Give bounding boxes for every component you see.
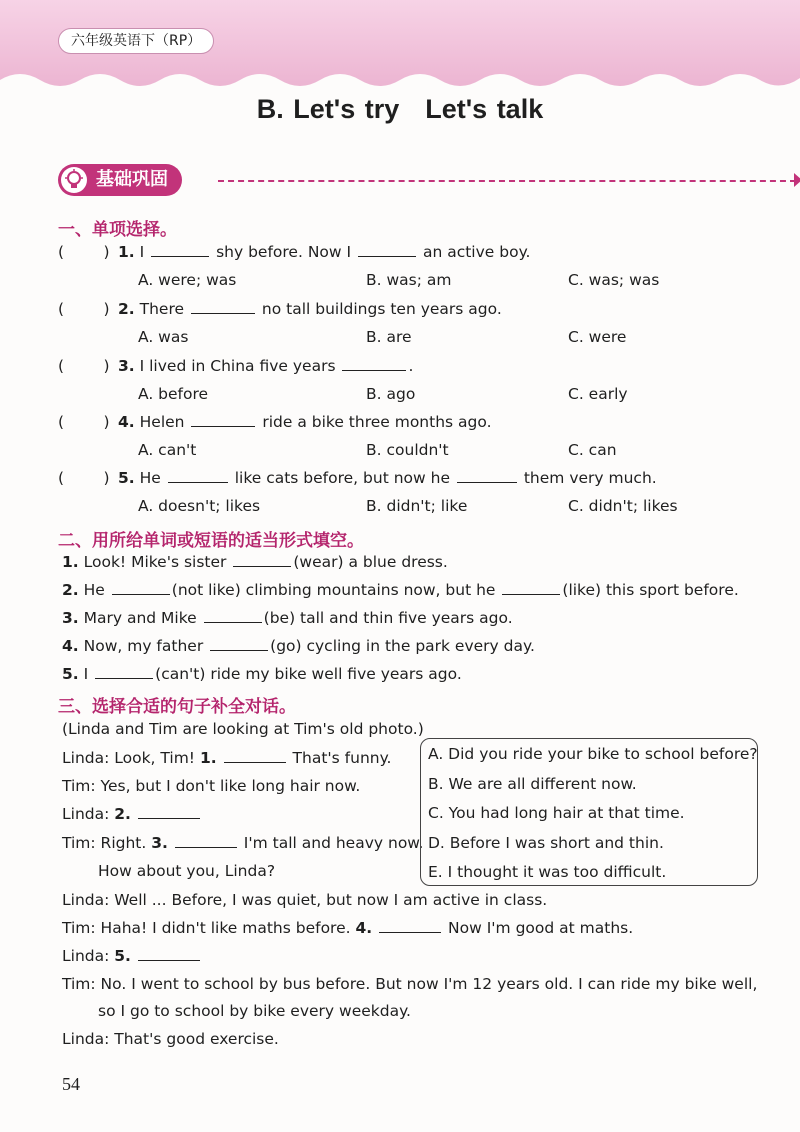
question-number: 5. <box>118 469 135 487</box>
item-number: 4. <box>62 637 79 655</box>
option: A. before <box>138 385 209 403</box>
answer-paren: ( ) <box>58 243 110 261</box>
question-text: Helen <box>139 413 185 431</box>
part2-heading: 二、用所给单词或短语的适当形式填空。 <box>58 531 364 551</box>
option: B. couldn't <box>366 441 449 459</box>
dialogue-option: B. We are all different now. <box>428 775 637 793</box>
answer-blank[interactable] <box>151 255 209 257</box>
answer-blank[interactable] <box>95 677 153 679</box>
option: C. didn't; likes <box>568 497 678 515</box>
item-text: (go) cycling in the park every day. <box>270 637 535 655</box>
dialogue-text: Linda: Look, Tim! <box>62 749 196 767</box>
option: A. doesn't; likes <box>138 497 261 515</box>
answer-paren: ( ) <box>58 300 110 318</box>
answer-blank[interactable] <box>224 761 286 763</box>
question-text: I <box>139 243 145 261</box>
question-text: no tall buildings ten years ago. <box>261 300 502 318</box>
question <box>118 413 492 431</box>
section-banner <box>58 164 758 196</box>
item-text: Look! Mike's sister <box>83 553 227 571</box>
answer-blank[interactable] <box>379 931 441 933</box>
fill-item <box>62 581 739 599</box>
question-text: I lived in China five years <box>139 357 336 375</box>
dialogue-line: Linda: Well ... Before, I was quiet, but now I am active in class. <box>62 891 548 909</box>
answer-blank[interactable] <box>138 817 200 819</box>
item-text: I <box>83 665 89 683</box>
question-number: 4. <box>118 413 135 431</box>
answer-paren: ( ) <box>58 469 110 487</box>
dialogue-option: D. Before I was short and thin. <box>428 834 664 852</box>
blank-number: 5. <box>114 947 131 965</box>
question-number: 3. <box>118 357 135 375</box>
question-text: like cats before, but now he <box>234 469 450 487</box>
dialogue-text: Linda: <box>62 947 110 965</box>
question-text: them very much. <box>523 469 657 487</box>
dialogue-text: Now I'm good at maths. <box>448 919 634 937</box>
question-number: 2. <box>118 300 135 318</box>
option: A. can't <box>138 441 197 459</box>
item-text: (can't) ride my bike well five years ago. <box>155 665 462 683</box>
dialogue-line <box>62 919 633 937</box>
option: C. can <box>568 441 617 459</box>
double-arrow-icon <box>794 171 800 189</box>
question <box>118 300 502 318</box>
question-text: shy before. Now I <box>216 243 352 261</box>
dialogue-line: How about you, Linda? <box>98 862 276 880</box>
question <box>118 243 530 261</box>
answer-blank[interactable] <box>342 369 406 371</box>
answer-blank[interactable] <box>204 621 262 623</box>
lightbulb-icon <box>61 167 87 193</box>
title-part2: Let's talk <box>425 94 544 124</box>
answer-blank[interactable] <box>457 481 517 483</box>
section-label: 基础巩固 <box>96 169 168 190</box>
option: C. early <box>568 385 628 403</box>
dialogue-line <box>62 805 202 823</box>
question-text: ride a bike three months ago. <box>262 413 492 431</box>
dialogue-option: C. You had long hair at that time. <box>428 804 685 822</box>
question-number: 1. <box>118 243 135 261</box>
item-text: (like) this sport before. <box>562 581 739 599</box>
option: A. were; was <box>138 271 237 289</box>
blank-number: 4. <box>355 919 373 937</box>
item-text: (not like) climbing mountains now, but he <box>171 581 496 599</box>
dialogue-text: Linda: <box>62 805 110 823</box>
option: C. was; was <box>568 271 660 289</box>
answer-blank[interactable] <box>358 255 416 257</box>
dialogue-line: Tim: Yes, but I don't like long hair now. <box>62 777 361 795</box>
book-label: 六年级英语下（RP） <box>58 28 214 54</box>
part1-heading: 一、单项选择。 <box>58 220 177 240</box>
dialogue-text: Tim: Right. <box>62 834 147 852</box>
fill-item <box>62 665 462 683</box>
dialogue-option: E. I thought it was too difficult. <box>428 863 667 881</box>
blank-number: 1. <box>199 749 217 767</box>
dialogue-line: Tim: No. I went to school by bus before. But now I'm 12 years old. I can ride my bike well, <box>62 975 758 993</box>
item-number: 5. <box>62 665 79 683</box>
page-title <box>0 94 800 125</box>
dialogue-line: so I go to school by bike every weekday. <box>98 1002 411 1020</box>
item-text: Mary and Mike <box>83 609 197 627</box>
item-text: (be) tall and thin five years ago. <box>263 609 513 627</box>
dialogue-text: Tim: Haha! I didn't like maths before. <box>62 919 351 937</box>
section-divider <box>218 180 796 182</box>
option: C. were <box>568 328 627 346</box>
item-number: 2. <box>62 581 79 599</box>
question-text: an active boy. <box>422 243 531 261</box>
dialogue-line <box>62 749 391 767</box>
dialogue-option: A. Did you ride your bike to school before? <box>428 745 758 763</box>
fill-item <box>62 553 448 571</box>
question <box>118 357 413 375</box>
answer-blank[interactable] <box>168 481 228 483</box>
option: B. was; am <box>366 271 452 289</box>
option: B. are <box>366 328 412 346</box>
dialogue-line: Linda: That's good exercise. <box>62 1030 279 1048</box>
dialogue-line <box>62 834 423 852</box>
question-text: He <box>139 469 161 487</box>
answer-blank[interactable] <box>502 593 560 595</box>
option: A. was <box>138 328 189 346</box>
answer-blank[interactable] <box>112 593 170 595</box>
title-part1: B. Let's try <box>256 94 400 124</box>
dialogue-text: That's funny. <box>292 749 392 767</box>
dialogue-text: I'm tall and heavy now. <box>243 834 424 852</box>
part3-heading: 三、选择合适的句子补全对话。 <box>58 697 296 717</box>
page-number: 54 <box>62 1074 80 1094</box>
section-pill <box>58 164 182 196</box>
dialogue-intro: (Linda and Tim are looking at Tim's old photo.) <box>62 720 424 738</box>
item-text: (wear) a blue dress. <box>293 553 448 571</box>
question <box>118 469 657 487</box>
answer-blank[interactable] <box>191 312 255 314</box>
item-number: 3. <box>62 609 79 627</box>
fill-item <box>62 637 535 655</box>
question-text: There <box>139 300 185 318</box>
blank-number: 3. <box>151 834 168 852</box>
option: B. didn't; like <box>366 497 468 515</box>
item-text: He <box>83 581 105 599</box>
item-text: Now, my father <box>83 637 204 655</box>
blank-number: 2. <box>114 805 131 823</box>
answer-blank[interactable] <box>138 959 200 961</box>
answer-blank[interactable] <box>175 846 237 848</box>
answer-paren: ( ) <box>58 413 110 431</box>
fill-item <box>62 609 513 627</box>
answer-blank[interactable] <box>191 425 255 427</box>
item-number: 1. <box>62 553 79 571</box>
dialogue-line <box>62 947 202 965</box>
answer-paren: ( ) <box>58 357 110 375</box>
answer-blank[interactable] <box>233 565 291 567</box>
question-text: . <box>408 357 414 375</box>
option: B. ago <box>366 385 416 403</box>
answer-blank[interactable] <box>210 649 268 651</box>
